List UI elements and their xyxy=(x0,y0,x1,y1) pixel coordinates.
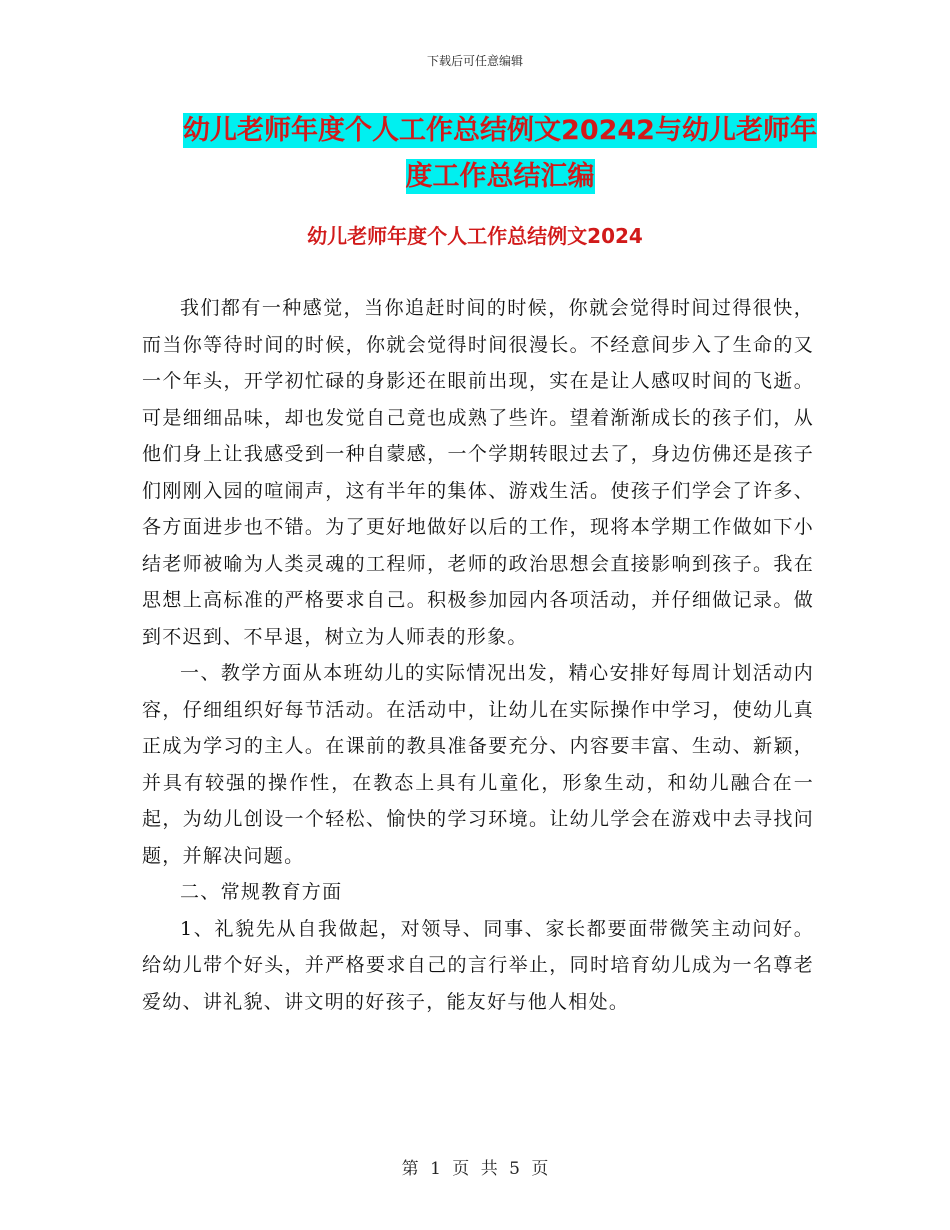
document-title-line-1: 幼儿老师年度个人工作总结例文20242与幼儿老师年 xyxy=(183,115,817,146)
document-title-line-2: 度工作总结汇编 xyxy=(405,161,595,192)
body-paragraph: 1、礼貌先从自我做起，对领导、同事、家长都要面带微笑主动问好。给幼儿带个好头，并严格要求自己的言行举止，同时培育幼儿成为一名尊老爱幼、讲礼貌、讲文明的好孩子，能友好与他人相处。 xyxy=(142,917,814,1013)
document-title xyxy=(150,108,850,200)
body-paragraph: 二、常规教育方面 xyxy=(180,881,343,903)
section-title: 幼儿老师年度个人工作总结例文2024 xyxy=(307,224,643,248)
header-note: 下载后可任意编辑 xyxy=(426,54,523,68)
document-body xyxy=(142,290,814,1020)
page-indicator: 第 1 页 共 5 页 xyxy=(401,1159,549,1179)
body-paragraph: 我们都有一种感觉，当你追赶时间的时候，你就会觉得时间过得很快，而当你等待时间的时候，你就会觉得时间很漫长。不经意间步入了生命的又一个年头，开学初忙碌的身影还在眼前出现，实在是让人感叹时间的飞逝。可是细细品味，却也发觉自己竟也成熟了些许。望着渐渐成长的孩子们，从他们身上让我感受到一种自蒙感，一个学期转眼过去了，身边仿佛还是孩子们刚刚入园的喧闹声，这有半年的集体、游戏生活。使孩子们学会了许多、各方面进步也不错。为了更好地做好以后的工作，现将本学期工作做如下小结老师被喻为人类灵魂的工程师，老师的政治思想会直接影响到孩子。我在思想上高标准的严格要求自己。积极参加园内各项活动，并仔细做记录。做到不迟到、不早退，树立为人师表的形象。 xyxy=(142,297,814,648)
body-paragraph: 一、教学方面从本班幼儿的实际情况出发，精心安排好每周计划活动内容，仔细组织好每节活动。在活动中，让幼儿在实际操作中学习，使幼儿真正成为学习的主人。在课前的教具准备要充分、内容要丰富、生动、新颖，并具有较强的操作性，在教态上具有儿童化，形象生动，和幼儿融合在一起，为幼儿创设一个轻松、愉快的学习环境。让幼儿学会在游戏中去寻找问题，并解决问题。 xyxy=(142,662,814,867)
